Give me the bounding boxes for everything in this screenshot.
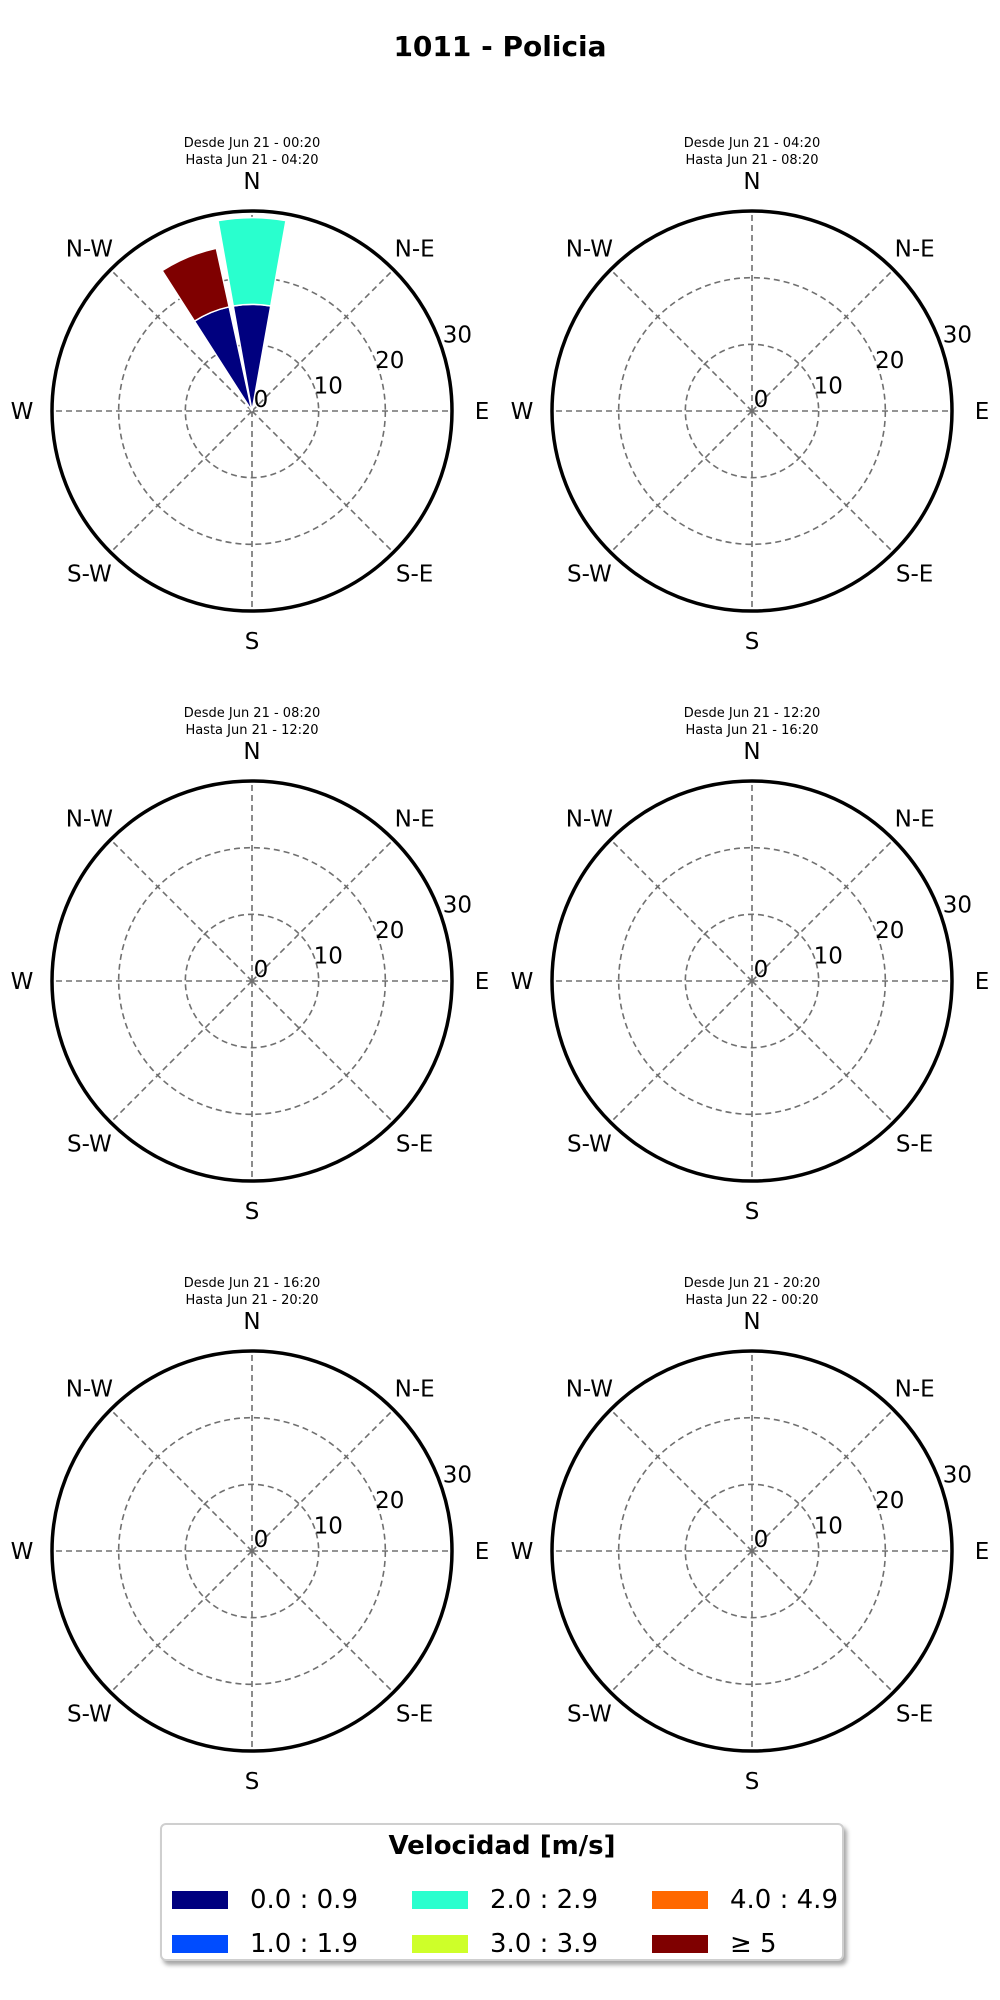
direction-label: N bbox=[243, 1309, 261, 1335]
radial-tick-label: 20 bbox=[875, 347, 905, 374]
direction-label: N-W bbox=[65, 806, 114, 833]
radial-tick-label: 10 bbox=[813, 373, 843, 400]
windrose-panel bbox=[11, 1276, 490, 1795]
grid-spoke bbox=[611, 981, 752, 1122]
legend-title: Velocidad [m/s] bbox=[388, 1831, 616, 1861]
direction-label: E bbox=[974, 1539, 990, 1565]
direction-label: W bbox=[510, 969, 534, 995]
page-title: 1011 - Policia bbox=[393, 30, 607, 63]
direction-label: S bbox=[744, 1199, 760, 1225]
windrose-panel bbox=[511, 136, 990, 655]
grid-spoke bbox=[111, 840, 252, 981]
panel-title-to: Hasta Jun 21 - 04:20 bbox=[185, 153, 319, 168]
direction-label: S-E bbox=[395, 561, 434, 588]
grid-spoke bbox=[111, 1410, 252, 1551]
radial-tick-label: 0 bbox=[253, 957, 269, 983]
direction-label: S-E bbox=[395, 1701, 434, 1728]
panel-title-from: Desde Jun 21 - 20:20 bbox=[683, 1276, 821, 1291]
direction-label: W bbox=[10, 1539, 34, 1565]
radial-tick-label: 20 bbox=[875, 917, 905, 944]
grid-spoke bbox=[252, 981, 393, 1122]
radial-tick-label: 30 bbox=[942, 322, 973, 349]
legend-swatch bbox=[172, 1935, 228, 1953]
radial-tick-label: 30 bbox=[942, 1462, 973, 1489]
radial-tick-label: 10 bbox=[313, 1513, 343, 1540]
legend-item bbox=[412, 1929, 598, 1959]
direction-label: E bbox=[474, 1539, 490, 1565]
grid-spoke bbox=[752, 1551, 893, 1692]
grid-spoke bbox=[611, 1410, 752, 1551]
legend-label: ≥ 5 bbox=[730, 1929, 777, 1959]
panel-title-from: Desde Jun 21 - 12:20 bbox=[683, 706, 821, 721]
direction-label: S bbox=[744, 1769, 760, 1795]
grid-spoke bbox=[752, 981, 893, 1122]
grid-spoke bbox=[111, 981, 252, 1122]
legend-item bbox=[172, 1885, 358, 1915]
direction-label: W bbox=[510, 1539, 534, 1565]
radial-tick-label: 0 bbox=[753, 957, 769, 983]
direction-label: N bbox=[243, 739, 261, 765]
direction-label: N-W bbox=[565, 806, 614, 833]
direction-label: S-W bbox=[67, 561, 112, 588]
radial-tick-label: 10 bbox=[813, 943, 843, 970]
panel-title-to: Hasta Jun 21 - 12:20 bbox=[185, 723, 319, 738]
direction-label: N-W bbox=[65, 1376, 114, 1403]
radial-tick-label: 20 bbox=[875, 1487, 905, 1514]
radial-tick-label: 30 bbox=[442, 1462, 473, 1489]
radial-tick-label: 30 bbox=[442, 892, 473, 919]
panel-title-from: Desde Jun 21 - 08:20 bbox=[183, 706, 321, 721]
legend-label: 3.0 : 3.9 bbox=[490, 1929, 598, 1959]
windrose-panel bbox=[511, 706, 990, 1225]
panel-title-from: Desde Jun 21 - 04:20 bbox=[683, 136, 821, 151]
windrose-panel bbox=[11, 706, 490, 1225]
grid-spoke bbox=[611, 270, 752, 411]
radial-tick-label: 10 bbox=[813, 1513, 843, 1540]
radial-tick-label: 30 bbox=[942, 892, 973, 919]
panel-title-to: Hasta Jun 22 - 00:20 bbox=[685, 1293, 819, 1308]
direction-label: W bbox=[10, 399, 34, 425]
legend-label: 1.0 : 1.9 bbox=[250, 1929, 358, 1959]
legend-item bbox=[652, 1929, 777, 1959]
wind-bar-segment bbox=[218, 218, 286, 306]
direction-label: N-E bbox=[894, 236, 935, 263]
legend-swatch bbox=[652, 1935, 708, 1953]
panel-title-to: Hasta Jun 21 - 20:20 bbox=[185, 1293, 319, 1308]
direction-label: S-W bbox=[67, 1701, 112, 1728]
direction-label: S-E bbox=[895, 561, 934, 588]
direction-label: W bbox=[510, 399, 534, 425]
grid-spoke bbox=[252, 1551, 393, 1692]
radial-tick-label: 0 bbox=[253, 1527, 269, 1553]
radial-tick-label: 10 bbox=[313, 373, 343, 400]
radial-tick-label: 0 bbox=[253, 387, 269, 413]
direction-label: N-W bbox=[565, 236, 614, 263]
grid-spoke bbox=[111, 1551, 252, 1692]
direction-label: E bbox=[974, 969, 990, 995]
direction-label: W bbox=[10, 969, 34, 995]
direction-label: S-E bbox=[895, 1131, 934, 1158]
legend-swatch bbox=[412, 1891, 468, 1909]
direction-label: S-W bbox=[67, 1131, 112, 1158]
panel-title-from: Desde Jun 21 - 16:20 bbox=[183, 1276, 321, 1291]
radial-tick-label: 30 bbox=[442, 322, 473, 349]
direction-label: S bbox=[244, 1769, 260, 1795]
direction-label: N bbox=[743, 739, 761, 765]
direction-label: S bbox=[244, 629, 260, 655]
legend-label: 4.0 : 4.9 bbox=[730, 1885, 838, 1915]
direction-label: E bbox=[474, 969, 490, 995]
direction-label: N bbox=[743, 1309, 761, 1335]
panel-title-to: Hasta Jun 21 - 08:20 bbox=[685, 153, 819, 168]
legend-label: 0.0 : 0.9 bbox=[250, 1885, 358, 1915]
grid-spoke bbox=[252, 411, 393, 552]
panel-title-from: Desde Jun 21 - 00:20 bbox=[183, 136, 321, 151]
direction-label: E bbox=[974, 399, 990, 425]
direction-label: S-W bbox=[567, 1131, 612, 1158]
direction-label: N bbox=[243, 169, 261, 195]
panel-title-to: Hasta Jun 21 - 16:20 bbox=[685, 723, 819, 738]
radial-tick-label: 10 bbox=[313, 943, 343, 970]
direction-label: S bbox=[244, 1199, 260, 1225]
direction-label: N-E bbox=[394, 806, 435, 833]
direction-label: N-E bbox=[394, 1376, 435, 1403]
legend-item bbox=[652, 1885, 838, 1915]
grid-spoke bbox=[752, 411, 893, 552]
direction-label: N-W bbox=[65, 236, 114, 263]
grid-spoke bbox=[611, 1551, 752, 1692]
radial-tick-label: 20 bbox=[375, 917, 405, 944]
legend-label: 2.0 : 2.9 bbox=[490, 1885, 598, 1915]
radial-tick-label: 0 bbox=[753, 1527, 769, 1553]
legend-item bbox=[172, 1929, 358, 1959]
direction-label: N-E bbox=[394, 236, 435, 263]
windrose-panel bbox=[511, 1276, 990, 1795]
radial-tick-label: 0 bbox=[753, 387, 769, 413]
legend bbox=[160, 1823, 844, 1961]
radial-tick-label: 20 bbox=[375, 1487, 405, 1514]
legend-swatch bbox=[172, 1891, 228, 1909]
legend-swatch bbox=[652, 1891, 708, 1909]
legend-swatch bbox=[412, 1935, 468, 1953]
grid-spoke bbox=[111, 411, 252, 552]
direction-label: E bbox=[474, 399, 490, 425]
direction-label: N-E bbox=[894, 806, 935, 833]
direction-label: N bbox=[743, 169, 761, 195]
direction-label: S bbox=[744, 629, 760, 655]
windrose-panel bbox=[11, 136, 490, 655]
grid-spoke bbox=[611, 840, 752, 981]
direction-label: S-W bbox=[567, 1701, 612, 1728]
direction-label: S-E bbox=[895, 1701, 934, 1728]
direction-label: S-E bbox=[395, 1131, 434, 1158]
direction-label: N-W bbox=[565, 1376, 614, 1403]
wind-bar-segment bbox=[162, 248, 229, 321]
direction-label: S-W bbox=[567, 561, 612, 588]
legend-item bbox=[412, 1885, 598, 1915]
radial-tick-label: 20 bbox=[375, 347, 405, 374]
grid-spoke bbox=[611, 411, 752, 552]
direction-label: N-E bbox=[894, 1376, 935, 1403]
